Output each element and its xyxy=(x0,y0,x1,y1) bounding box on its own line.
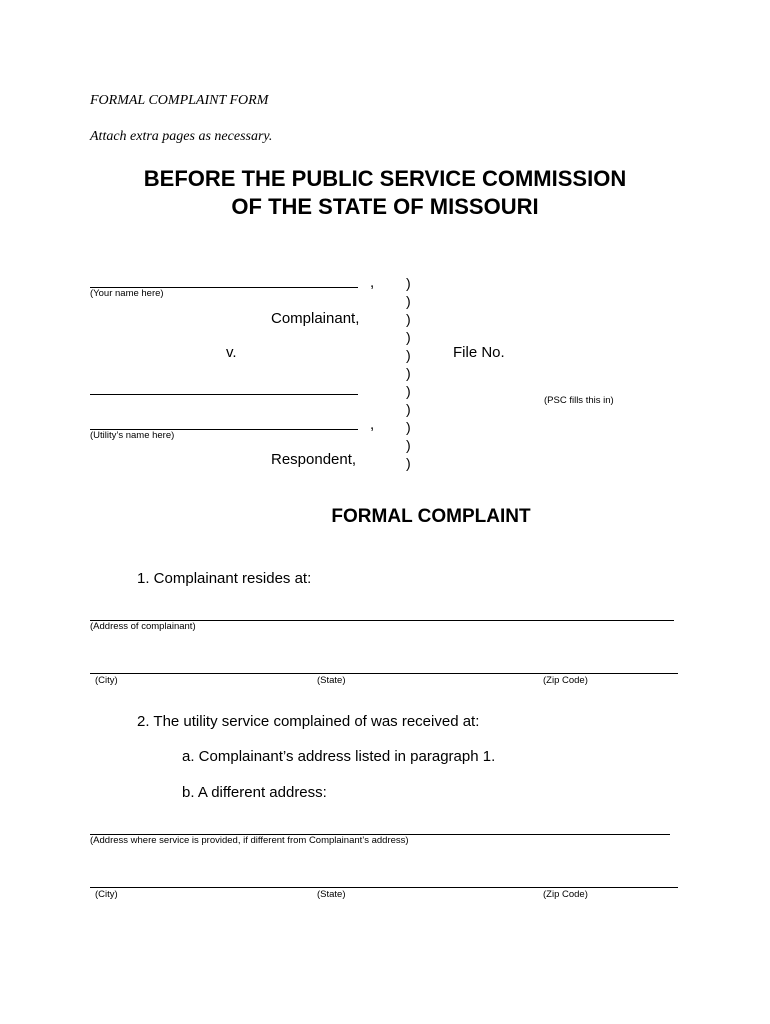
form-label: FORMAL COMPLAINT FORM xyxy=(90,93,269,108)
zip-label: (Zip Code) xyxy=(543,889,588,900)
attach-note: Attach extra pages as necessary. xyxy=(90,129,273,144)
paren: ) xyxy=(406,455,411,471)
paren: ) xyxy=(406,275,411,291)
versus-label: v. xyxy=(226,344,237,361)
item-2a: a. Complainant’s address listed in paragraph 1. xyxy=(182,748,496,765)
file-no-label: File No. xyxy=(453,344,505,361)
city-state-zip-line-1[interactable] xyxy=(90,673,678,674)
paren: ) xyxy=(406,437,411,453)
your-name-label: (Your name here) xyxy=(90,288,164,299)
item-2: 2. The utility service complained of was received at: xyxy=(137,713,480,730)
paren: ) xyxy=(406,401,411,417)
complainant-label: Complainant, xyxy=(271,310,360,327)
utility-name-line-1[interactable] xyxy=(90,394,358,395)
paren: ) xyxy=(406,419,411,435)
paren: ) xyxy=(406,365,411,381)
item-2b: b. A different address: xyxy=(182,784,327,801)
psc-note: (PSC fills this in) xyxy=(544,395,614,406)
city-label: (City) xyxy=(95,675,118,686)
paren: ) xyxy=(406,293,411,309)
service-address-label: (Address where service is provided, if different from Complainant’s address) xyxy=(90,835,409,846)
state-label: (State) xyxy=(317,675,346,686)
paren: ) xyxy=(406,329,411,345)
paren: ) xyxy=(406,347,411,363)
caption-parentheses xyxy=(406,276,411,474)
state-label: (State) xyxy=(317,889,346,900)
zip-label: (Zip Code) xyxy=(543,675,588,686)
formal-complaint-heading: FORMAL COMPLAINT xyxy=(331,506,531,527)
utility-name-label: (Utility’s name here) xyxy=(90,430,175,441)
comma-1: , xyxy=(370,274,375,291)
title-line-1: BEFORE THE PUBLIC SERVICE COMMISSION xyxy=(143,166,627,191)
item-1: 1. Complainant resides at: xyxy=(137,570,312,587)
respondent-label: Respondent, xyxy=(271,451,357,468)
city-label: (City) xyxy=(95,889,118,900)
city-state-zip-line-2[interactable] xyxy=(90,887,678,888)
comma-2: , xyxy=(370,416,375,433)
paren: ) xyxy=(406,311,411,327)
title-line-2: OF THE STATE OF MISSOURI xyxy=(231,194,539,219)
paren: ) xyxy=(406,383,411,399)
address-label: (Address of complainant) xyxy=(90,621,196,632)
